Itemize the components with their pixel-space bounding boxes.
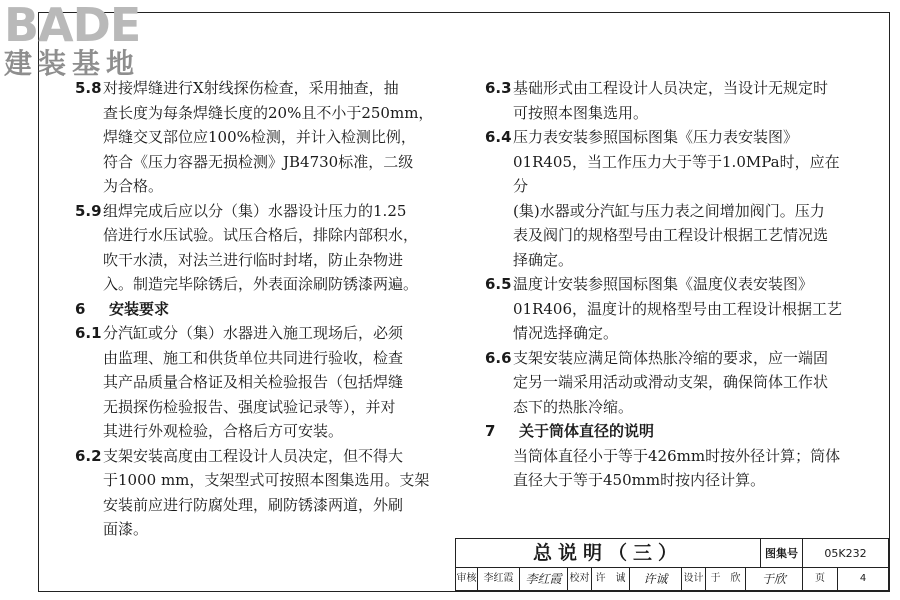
clause-line: 态下的热胀冷缩。 xyxy=(513,397,634,416)
clause-line: 倍进行水压试验。试压合格后，排除内部积水， xyxy=(103,226,419,244)
section-heading xyxy=(75,297,447,322)
clause xyxy=(75,199,447,297)
clause xyxy=(75,321,447,444)
page-number: 4 xyxy=(859,573,867,584)
clause-line: 情况选择确定。 xyxy=(513,324,619,342)
atlas-number-label: 图集号 xyxy=(761,539,803,568)
section-number: 7 xyxy=(485,422,496,440)
clause-line: (集)水器或分汽缸与压力表之间增加阀门。压力 xyxy=(513,201,825,220)
clause-line: 可按照本图集选用。 xyxy=(513,103,649,122)
clause-line: 其进行外观检验，合格后方可安装。 xyxy=(103,422,344,440)
clause-number: 5.8 xyxy=(75,79,102,97)
atlas-number-value: 05K232 xyxy=(803,539,888,568)
clause-line: 查长度为每条焊缝长度的20%且不小于250mm， xyxy=(103,103,434,122)
clause xyxy=(485,444,845,493)
clause-line: 对接焊缝进行X射线探伤检查，采用抽查，抽 xyxy=(103,79,399,97)
clause xyxy=(485,76,845,125)
clause-line: 基础形式由工程设计人员决定，当设计无规定时 xyxy=(513,79,829,97)
clause xyxy=(485,125,845,272)
clause-line: 由监理、施工和供货单位共同进行验收，检查 xyxy=(103,348,404,367)
clause-line: 符合《压力容器无损检测》JB4730标准，二级 xyxy=(103,152,414,171)
clause-line: 面漆。 xyxy=(103,520,149,538)
title-block xyxy=(455,538,889,591)
design-label: 设计 xyxy=(682,568,706,590)
section-number: 6 xyxy=(75,299,86,318)
clause-line: 组焊完成后应以分（集）水器设计压力的1.25 xyxy=(103,201,407,220)
logo xyxy=(4,2,179,82)
logo-subtitle: 建装基地 xyxy=(4,47,141,80)
clause-line: 01R406，温度计的规格型号由工程设计根据工艺 xyxy=(513,299,843,318)
clause-line: 安装前应进行防腐处理，刷防锈漆两道，外刷 xyxy=(103,495,404,514)
reviewer-name: 李红霞 xyxy=(478,568,520,590)
clause-line: 于1000 mm，支架型式可按照本图集选用。支架 xyxy=(103,471,430,489)
clause-number xyxy=(485,444,513,493)
clause-number: 6.6 xyxy=(485,348,512,367)
clause-line: 表及阀门的规格型号由工程设计根据工艺情况选 xyxy=(513,226,829,244)
checker-name: 许 诚 xyxy=(592,568,630,590)
clause-line: 支架安装应满足筒体热胀冷缩的要求，应一端固 xyxy=(513,348,829,367)
clause xyxy=(485,272,845,346)
designer-signature: 于欣 xyxy=(746,568,803,590)
clause xyxy=(75,444,447,542)
clause-line: 吹干水渍，对法兰进行临时封堵，防止杂物进 xyxy=(103,250,404,269)
clause-number: 5.9 xyxy=(75,201,102,220)
clause-line: 无损探伤检验报告、强度试验记录等），并对 xyxy=(103,397,396,416)
clause-number: 6.2 xyxy=(75,446,102,465)
clause-line: 直径大于等于450mm时按内径计算。 xyxy=(513,471,766,489)
clause xyxy=(485,346,845,420)
clause-line: 定另一端采用活动或滑动支架，确保筒体工作状 xyxy=(513,373,829,391)
clause-line: 01R405，当工作压力大于等于1.0MPa时，应在分 xyxy=(513,152,840,195)
check-label: 校对 xyxy=(568,568,592,590)
clause-number: 6.1 xyxy=(75,324,102,342)
clause xyxy=(75,76,447,199)
clause-number: 6.4 xyxy=(485,128,512,146)
clause-line: 为合格。 xyxy=(103,177,164,195)
left-column xyxy=(75,76,447,542)
clause-number: 6.3 xyxy=(485,79,512,97)
section-title: 安装要求 xyxy=(109,299,170,318)
clause-line: 入。制造完毕除锈后，外表面涂刷防锈漆两遍。 xyxy=(103,275,419,293)
section-title: 关于筒体直径的说明 xyxy=(519,422,655,440)
clause-line: 温度计安装参照国标图集《温度仪表安装图》 xyxy=(513,275,814,293)
section-heading xyxy=(485,419,845,444)
signature-row xyxy=(456,568,888,590)
checker-signature: 许诚 xyxy=(630,568,682,590)
clause-number: 6.5 xyxy=(485,275,512,293)
right-column xyxy=(485,76,845,493)
review-label: 审核 xyxy=(456,568,478,590)
logo-wordmark: BADE xyxy=(4,0,141,52)
clause-line: 当筒体直径小于等于426mm时按外径计算；筒体 xyxy=(513,446,841,465)
clause-line: 分汽缸或分（集）水器进入施工现场后，必须 xyxy=(103,324,404,342)
reviewer-signature: 李红霞 xyxy=(520,568,568,590)
sheet-title: 总说明（三） xyxy=(456,539,761,568)
clause-line: 择确定。 xyxy=(513,250,574,269)
clause-line: 焊缝交叉部位应100%检测，并计入检测比例， xyxy=(103,128,416,146)
clause-line: 其产品质量合格证及相关检验报告（包括焊缝 xyxy=(103,373,404,391)
designer-name: 于 欣 xyxy=(706,568,746,590)
clause-line: 支架安装高度由工程设计人员决定，但不得大 xyxy=(103,446,404,465)
page-label: 页 xyxy=(803,568,838,590)
clause-line: 压力表安装参照国标图集《压力表安装图》 xyxy=(513,128,799,146)
